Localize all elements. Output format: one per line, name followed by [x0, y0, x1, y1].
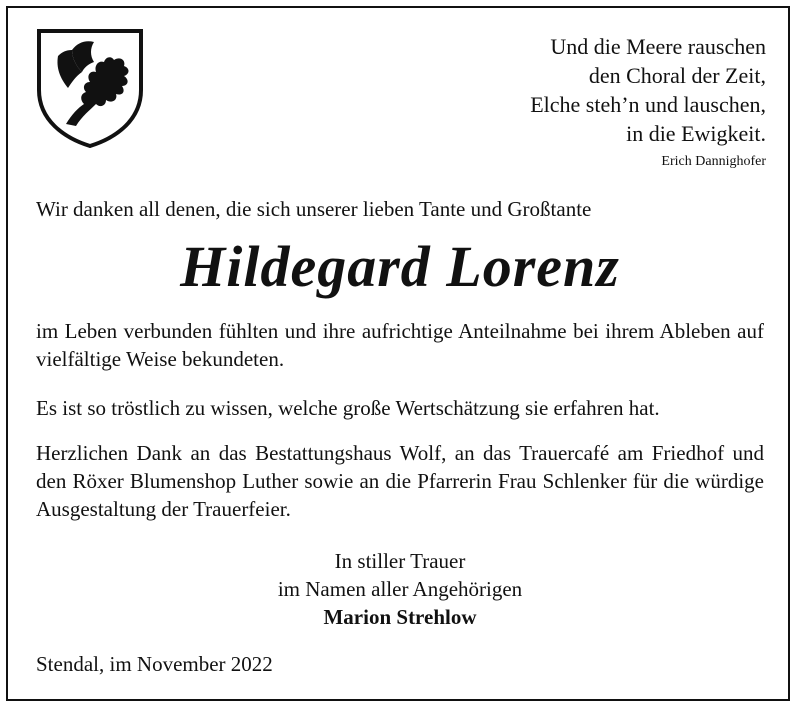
- place-date: Stendal, im November 2022: [36, 652, 273, 676]
- paragraph-comfort: Es ist so tröstlich zu wissen, welche große Wertschätzung sie erfahren hat.: [36, 396, 660, 420]
- paragraph-thanks: im Leben verbunden fühlten und ihre aufrichtige Anteilnahme bei ihrem Ableben auf vielfältige Weise bekundeten.: [36, 319, 764, 371]
- elk-antler-shield-icon: [36, 28, 144, 148]
- poem-line: Und die Meere rauschen: [550, 34, 766, 59]
- poem-line: in die Ewigkeit.: [626, 121, 766, 146]
- paragraph-gratitude: Herzlichen Dank an das Bestattungshaus Wolf, an das Trauercafé am Friedhof und den Röxer Blumenshop Luther sowie an die Pfarrerin Frau Schlenker für die würdige Ausgestaltung der Trauerfeier.: [36, 441, 764, 521]
- signature-name: Marion Strehlow: [323, 605, 477, 629]
- signature-line: im Namen aller Angehörigen: [277, 577, 523, 601]
- intro-text: Wir danken all denen, die sich unserer lieben Tante und Großtante: [36, 197, 592, 221]
- signature-block: [0, 547, 800, 631]
- poem-line: Elche steh’n und lauschen,: [530, 92, 766, 117]
- poem-author: Erich Dannighofer: [661, 154, 766, 169]
- poem: [530, 32, 766, 172]
- deceased-name: Hildegard Lorenz: [180, 234, 620, 299]
- poem-line: den Choral der Zeit,: [588, 63, 766, 88]
- signature-line: In stiller Trauer: [334, 549, 466, 573]
